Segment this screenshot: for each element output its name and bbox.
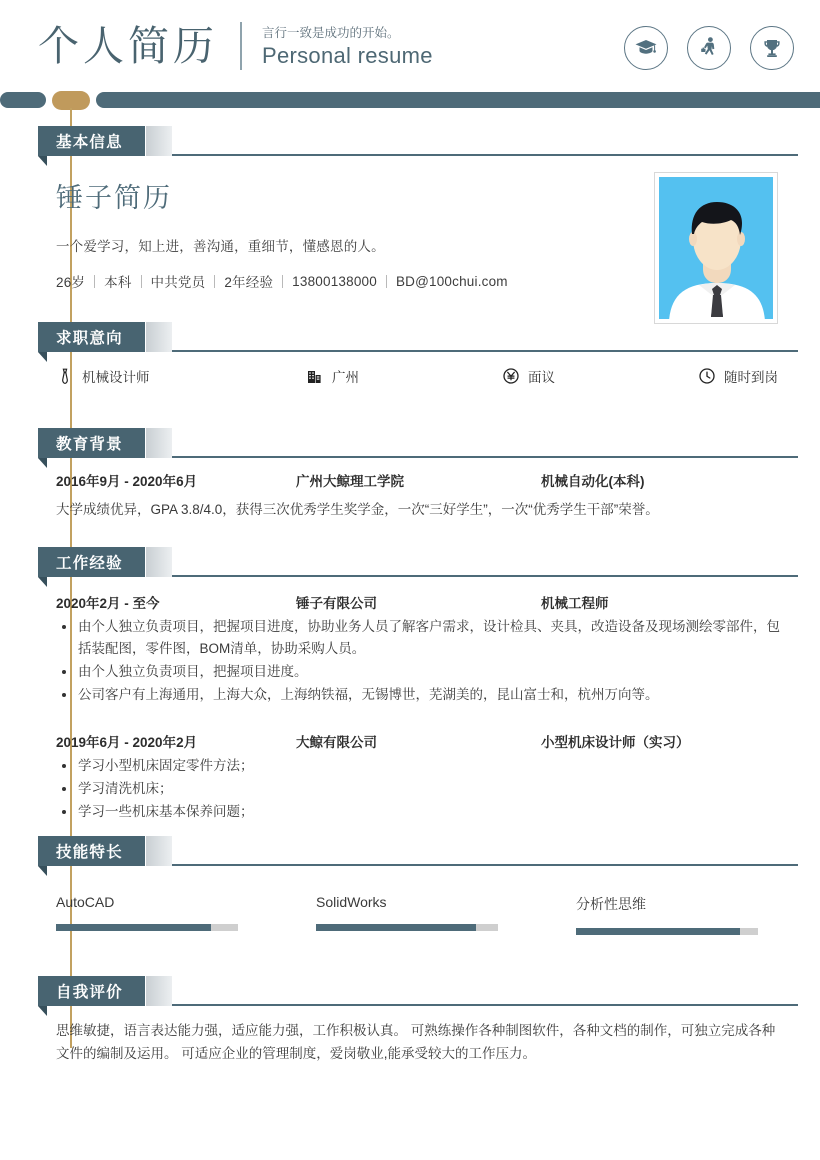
education-desc: 大学成绩优异，GPA 3.8/4.0，获得三次优秀学生奖学金，一次“三好学生”，一次“优秀学生干部”荣誉。 xyxy=(56,502,659,517)
businessman-walking-icon xyxy=(687,26,731,70)
section-tab-basic xyxy=(38,126,145,156)
page-title: 个人简历 xyxy=(38,22,218,69)
tagline-cn: 言行一致是成功的开始。 xyxy=(262,26,400,41)
avatar xyxy=(659,177,773,319)
list-item: 由个人独立负责项目，把握项目进度。 xyxy=(56,661,784,683)
yen-icon xyxy=(502,368,519,385)
work-entry xyxy=(56,731,784,823)
candidate-summary: 一个爱学习，知上进，善沟通，重细节，懂感恩的人。 xyxy=(56,239,385,254)
section-accent-block xyxy=(146,428,172,458)
fact-separator xyxy=(282,275,283,288)
section-accent-block xyxy=(146,322,172,352)
fact-item: 13800138000 xyxy=(292,273,377,289)
section-notch xyxy=(38,156,47,166)
fact-separator xyxy=(94,275,95,288)
fact-separator xyxy=(386,275,387,288)
intent-availability-text: 随时到岗 xyxy=(724,370,778,385)
section-title-basic: 基本信息 xyxy=(56,134,123,151)
section-notch xyxy=(38,577,47,587)
candidate-facts xyxy=(56,271,616,291)
list-item: 学习一些机床基本保养问题； xyxy=(56,801,784,823)
section-tab-education xyxy=(38,428,145,458)
section-tab-skills xyxy=(38,836,145,866)
avatar-illustration xyxy=(659,177,773,319)
list-item: 学习小型机床固定零件方法； xyxy=(56,755,784,777)
work-period: 2019年6月 - 2020年2月 xyxy=(56,735,198,751)
section-title-skills: 技能特长 xyxy=(56,844,123,861)
fact-item: 26岁 xyxy=(56,275,86,290)
section-evaluation xyxy=(0,976,820,1010)
intent-city-text: 广州 xyxy=(332,370,359,385)
work-entry-head xyxy=(56,592,784,612)
evaluation-text: 思维敏捷，语言表达能力强，适应能力强，工作积极认真。 可熟练操作各种制图软件，各种文档的制作，可独立完成各种文件的编制及运用。 可适应企业的管理制度，爱岗敬业,能承受较大的工作压力。 xyxy=(56,1023,776,1061)
section-accent-block xyxy=(146,547,172,577)
section-job-intent xyxy=(0,322,820,356)
rule-pill-left xyxy=(0,92,46,108)
section-notch xyxy=(38,352,47,362)
section-underline xyxy=(172,350,798,352)
work-period: 2020年2月 - 至今 xyxy=(56,596,160,611)
work-bullets xyxy=(56,616,784,705)
section-accent-block xyxy=(146,126,172,156)
tie-icon xyxy=(56,368,73,385)
work-body xyxy=(56,592,784,824)
graduation-cap-icon xyxy=(624,26,668,70)
section-title-work: 工作经验 xyxy=(56,555,123,572)
skill-item xyxy=(316,894,576,935)
skill-name: 分析性思维 xyxy=(576,896,646,912)
section-tab-work xyxy=(38,547,145,577)
candidate-name: 锤子简历 xyxy=(56,183,172,213)
section-underline xyxy=(172,864,798,866)
fact-item: BD@100chui.com xyxy=(395,273,508,289)
skills-body xyxy=(56,894,784,935)
candidate-photo xyxy=(654,172,778,324)
section-education xyxy=(0,428,820,462)
fact-item: 中共党员 xyxy=(150,275,206,290)
header-rule xyxy=(0,92,820,108)
trophy-icon xyxy=(750,26,794,70)
work-bullets xyxy=(56,755,784,823)
section-basic-info xyxy=(0,126,820,160)
tagline-en: Personal resume xyxy=(262,42,433,68)
building-icon xyxy=(306,368,323,385)
section-underline xyxy=(172,1004,798,1006)
skill-progress-bar xyxy=(56,924,238,931)
work-entry-head xyxy=(56,731,784,751)
intent-city xyxy=(306,366,502,386)
education-entry-head xyxy=(56,470,784,490)
intent-availability xyxy=(698,366,778,386)
section-accent-block xyxy=(146,836,172,866)
rule-bar xyxy=(96,92,820,108)
basic-info-body xyxy=(56,176,616,291)
section-underline xyxy=(172,575,798,577)
fact-item: 2年经验 xyxy=(224,275,274,290)
section-tab-intent xyxy=(38,322,145,352)
intent-position xyxy=(56,366,306,386)
education-major: 机械自动化(本科) xyxy=(541,474,645,489)
education-school: 广州大鲸理工学院 xyxy=(296,474,404,489)
skill-progress-fill xyxy=(56,924,211,931)
skill-progress-bar xyxy=(576,928,758,935)
work-entry xyxy=(56,592,784,705)
section-notch xyxy=(38,458,47,468)
section-accent-block xyxy=(146,976,172,1006)
fact-item: 本科 xyxy=(104,275,132,290)
title-divider xyxy=(240,22,242,70)
skill-name: AutoCAD xyxy=(56,894,115,910)
intent-salary xyxy=(502,366,698,386)
skill-name: SolidWorks xyxy=(316,894,387,910)
section-underline xyxy=(172,456,798,458)
work-company: 大鲸有限公司 xyxy=(296,735,377,751)
section-notch xyxy=(38,866,47,876)
work-company: 锤子有限公司 xyxy=(296,596,377,611)
work-role: 机械工程师 xyxy=(541,596,609,611)
skill-progress-bar xyxy=(316,924,498,931)
intent-position-text: 机械设计师 xyxy=(82,370,150,385)
intent-row xyxy=(56,366,784,386)
list-item: 由个人独立负责项目，把握项目进度，协助业务人员了解客户需求，设计检具、夹具，改造设备及现场测绘零部件，包括装配图，零件图，BOM清单，协助采购人员。 xyxy=(56,616,784,660)
skill-item xyxy=(576,894,758,935)
skill-progress-fill xyxy=(576,928,740,935)
list-item: 公司客户有上海通用，上海大众，上海纳铁福，无锡博世，芜湖美的，昆山富士和，杭州万向等。 xyxy=(56,684,784,706)
skill-item xyxy=(56,894,316,935)
fact-separator xyxy=(214,275,215,288)
skill-progress-fill xyxy=(316,924,476,931)
education-period: 2016年9月 - 2020年6月 xyxy=(56,474,198,489)
education-body xyxy=(56,470,784,521)
section-title-intent: 求职意向 xyxy=(56,330,123,347)
clock-icon xyxy=(698,368,715,385)
section-title-evaluation: 自我评价 xyxy=(56,984,123,1001)
section-work xyxy=(0,547,820,581)
header-icon-group xyxy=(624,26,794,70)
work-role: 小型机床设计师（实习） xyxy=(541,735,690,751)
fact-separator xyxy=(141,275,142,288)
section-skills xyxy=(0,836,820,870)
section-title-education: 教育背景 xyxy=(56,436,123,453)
list-item: 学习清洗机床； xyxy=(56,778,784,800)
page-header xyxy=(0,0,820,92)
intent-salary-text: 面议 xyxy=(528,370,555,385)
section-underline xyxy=(172,154,798,156)
section-tab-evaluation xyxy=(38,976,145,1006)
section-notch xyxy=(38,1006,47,1016)
